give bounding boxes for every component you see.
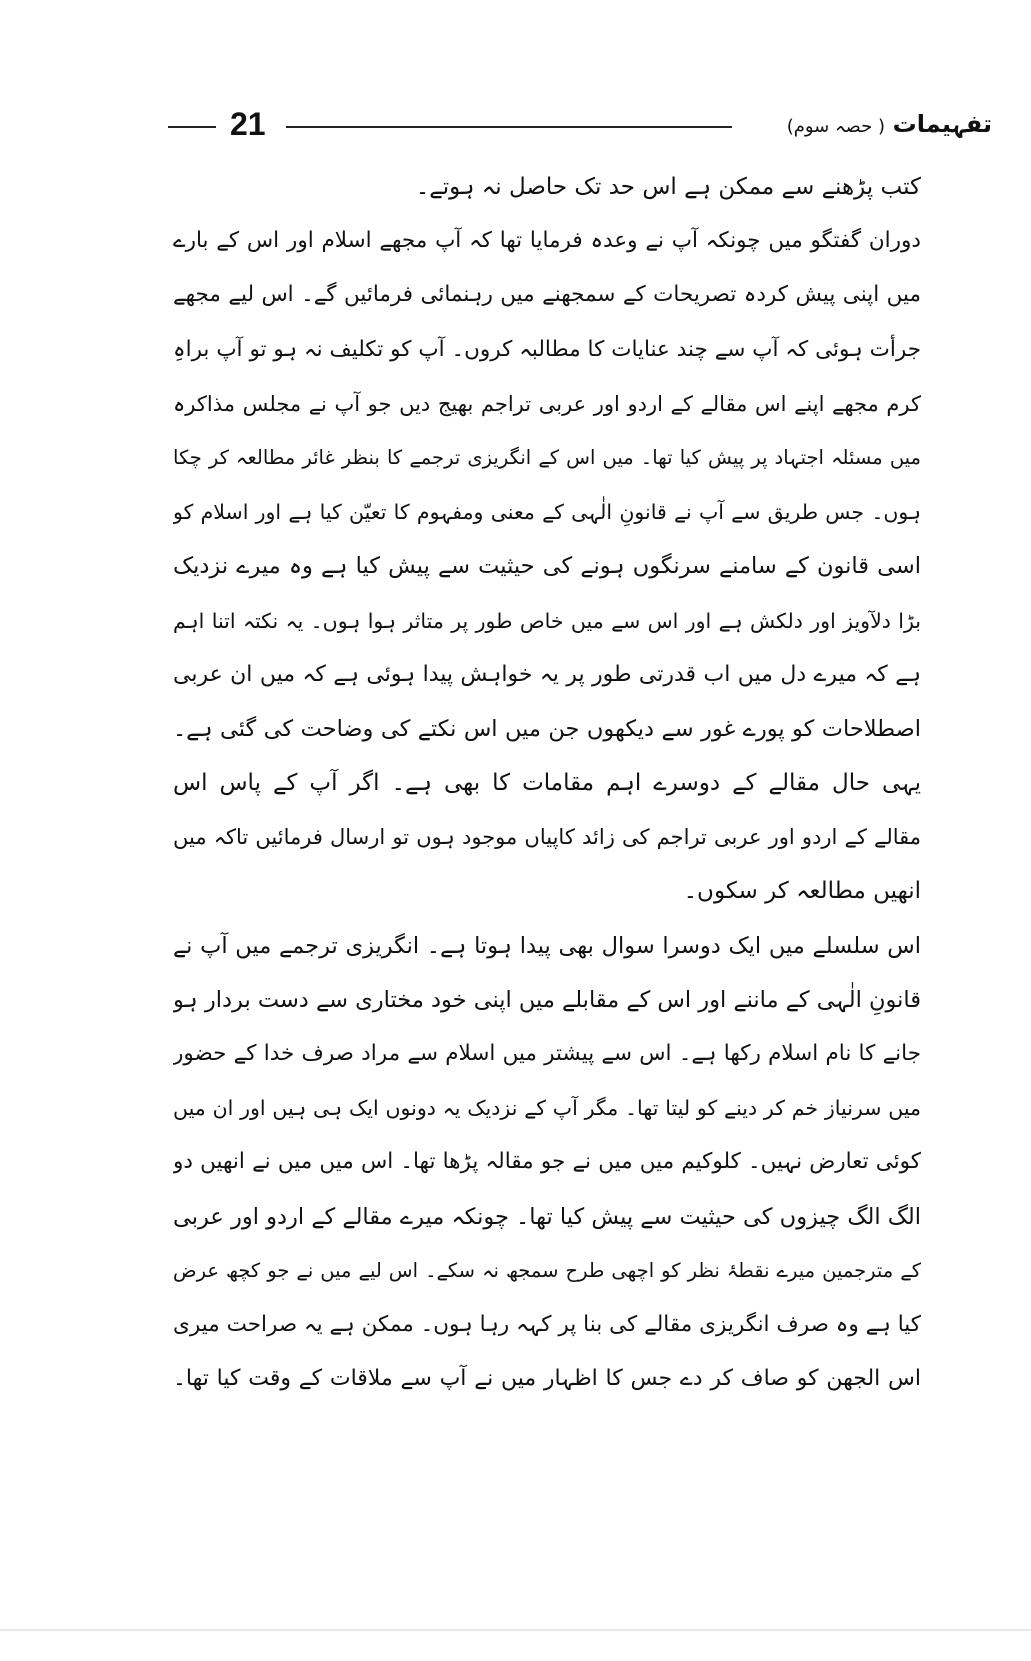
text-line: میں سرنیاز خم کر دینے کو لیتا تھا۔ مگر آپ کے نزدیک یہ دونوں ایک ہی ہیں اور ان میں xyxy=(173,1096,921,1121)
text-line: یہی حال مقالے کے دوسرے اہم مقامات کا بھی ہے۔ اگر آپ کے پاس اس xyxy=(173,770,921,797)
text-line: کتب پڑھنے سے ممکن ہے اس حد تک حاصل نہ ہوتے۔ xyxy=(415,174,921,200)
running-title-main: تفہیمات xyxy=(892,110,992,138)
text-line: میں اپنی پیش کردہ تصریحات کے سمجھنے میں رہنمائی فرمائیں گے۔ اس لیے مجھے xyxy=(173,282,921,308)
text-line: جانے کا نام اسلام رکھا ہے۔ اس سے پیشتر میں اسلام سے مراد صرف خدا کے حضور xyxy=(173,1041,921,1066)
text-line: دوران گفتگو میں چونکہ آپ نے وعدہ فرمایا تھا کہ آپ مجھے اسلام اور اس کے بارے xyxy=(173,228,921,254)
page-number: 21 xyxy=(230,106,266,142)
text-line: کوئی تعارض نہیں۔ کلوکیم میں میں نے جو مقالہ پڑھا تھا۔ اس میں میں نے انھیں دو xyxy=(173,1149,921,1175)
page-header xyxy=(168,102,992,146)
running-title xyxy=(787,102,992,149)
text-line: اس سلسلے میں ایک دوسرا سوال بھی پیدا ہوتا ہے۔ انگریزی ترجمے میں آپ نے xyxy=(173,932,921,959)
text-line: جرأت ہوئی کہ آپ سے چند عنایات کا مطالبہ کروں۔ آپ کو تکلیف نہ ہو تو آپ براہِ xyxy=(173,336,921,362)
text-line: اصطلاحات کو پورے غور سے دیکھوں جن میں اس نکتے کی وضاحت کی گئی ہے۔ xyxy=(173,715,921,742)
text-line: بڑا دلآویز اور دلکش ہے اور اس سے میں خاص طور پر متاثر ہوا ہوں۔ یہ نکتہ اتنا اہم xyxy=(173,608,921,633)
text-line: کرم مجھے اپنے اس مقالے کے اردو اور عربی تراجم بھیج دیں جو آپ نے مجلس مذاکرہ xyxy=(173,391,921,416)
text-line: ہوں۔ جس طریق سے آپ نے قانونِ الٰہی کے معنی ومفہوم کا تعیّن کیا ہے اور اسلام کو xyxy=(173,500,921,525)
text-line: مقالے کے اردو اور عربی تراجم کی زائد کاپیاں موجود ہوں تو ارسال فرمائیں تاکہ میں xyxy=(173,825,921,850)
text-line: میں مسئلہ اجتہاد پر پیش کیا تھا۔ میں اس کے انگریزی ترجمے کا بنظر غائر مطالعہ کر چکا xyxy=(173,445,921,469)
text-line: قانونِ الٰہی کے ماننے اور اس کے مقابلے میں اپنی خود مختاری سے دست بردار ہو xyxy=(173,986,921,1013)
header-rule xyxy=(286,126,732,128)
text-line: اسی قانون کے سامنے سرنگوں ہونے کی حیثیت سے پیش کیا ہے وہ میرے نزدیک xyxy=(173,553,921,580)
header-dash xyxy=(168,126,216,128)
text-line: ہے کہ میرے دل میں اب قدرتی طور پر یہ خواہش پیدا ہوئی ہے کہ میں ان عربی xyxy=(173,661,921,687)
text-line: الگ الگ چیزوں کی حیثیت سے پیش کیا تھا۔ چونکہ میرے مقالے کے اردو اور عربی xyxy=(173,1203,921,1230)
body-text xyxy=(173,160,921,1406)
text-line: کے مترجمین میرے نقطۂ نظر کو اچھی طرح سمجھ نہ سکے۔ اس لیے میں نے جو کچھ عرض xyxy=(173,1258,921,1282)
scan-edge xyxy=(0,1629,1031,1631)
text-line: انھیں مطالعہ کر سکوں۔ xyxy=(683,878,921,905)
text-line: اس الجھن کو صاف کر دے جس کا اظہار میں نے آپ سے ملاقات کے وقت کیا تھا۔ xyxy=(173,1366,921,1392)
text-line: کیا ہے وہ صرف انگریزی مقالے کی بنا پر کہہ رہا ہوں۔ ممکن ہے یہ صراحت میری xyxy=(173,1311,921,1337)
running-title-part: ( حصہ سوم) xyxy=(786,116,885,137)
